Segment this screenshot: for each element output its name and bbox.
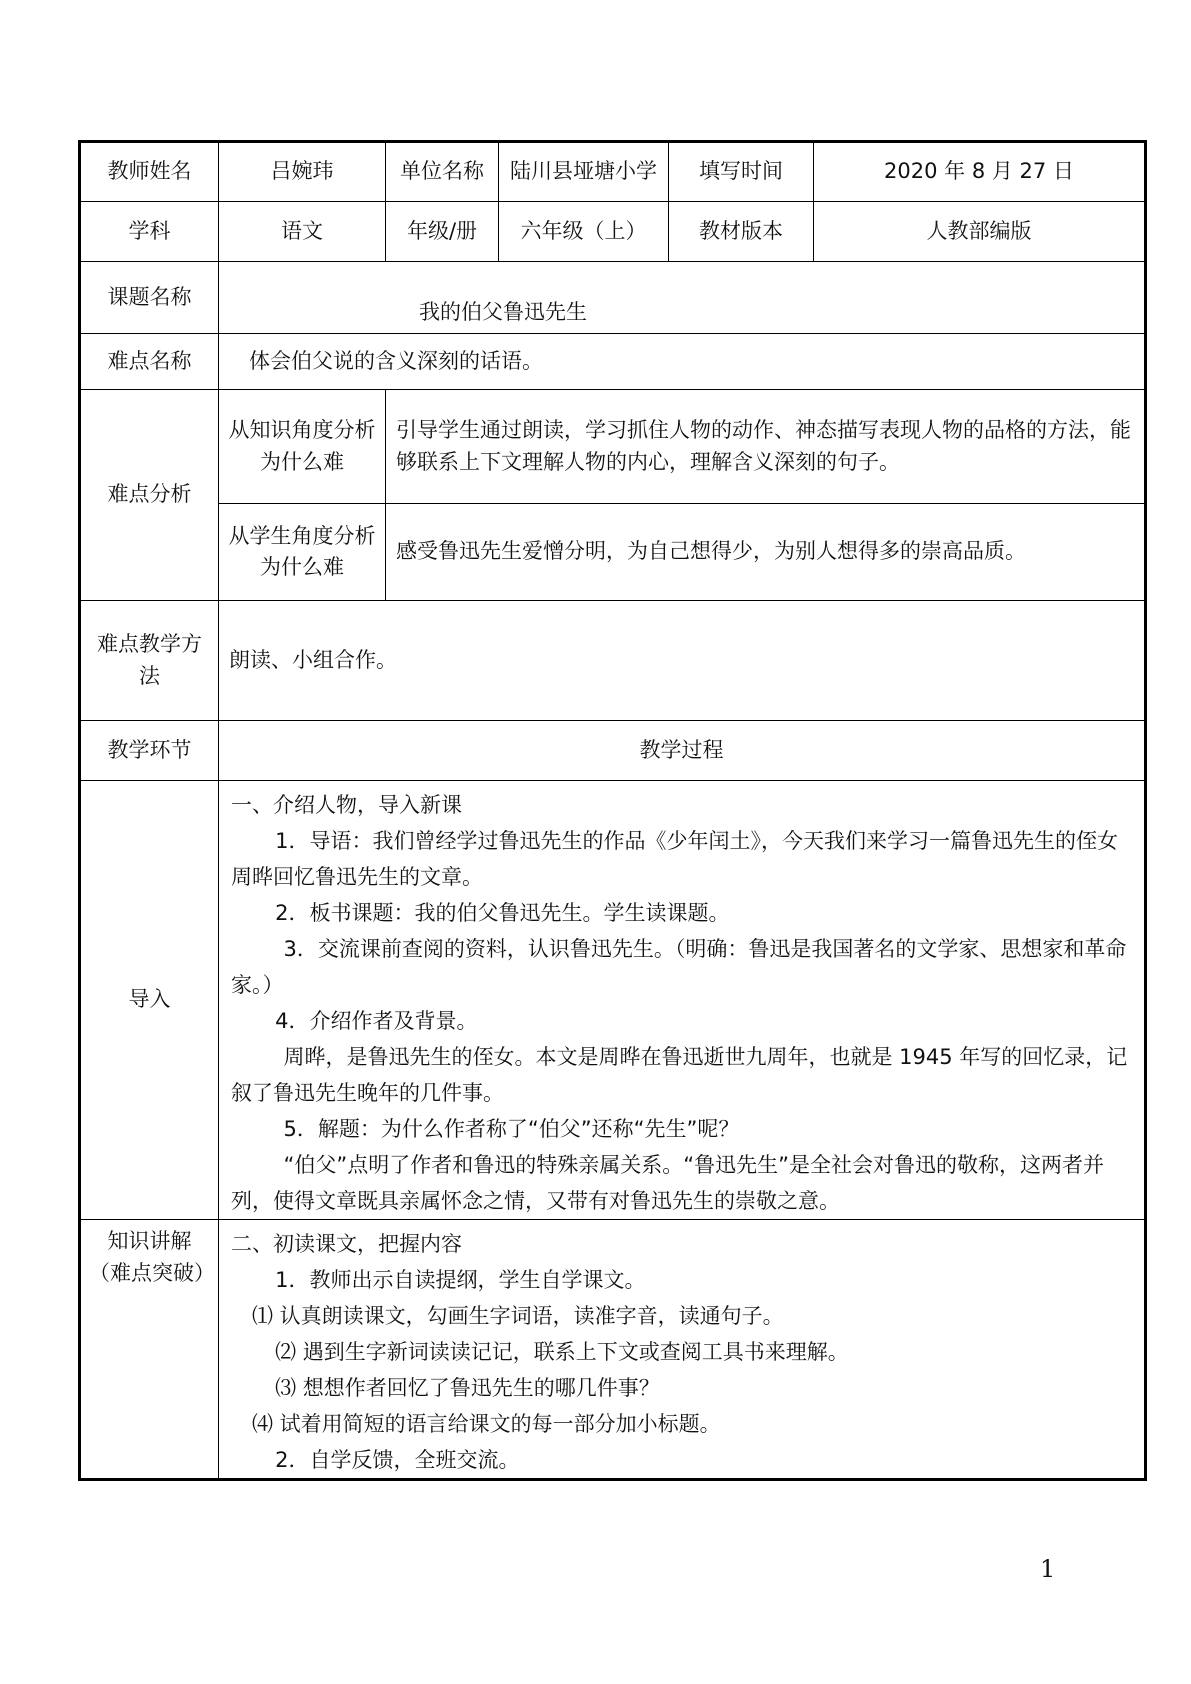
intro-line: 3．交流课前查阅的资料，认识鲁迅先生。（明确：鲁迅是我国著名的文学家、思想家和革命家。） bbox=[231, 937, 1127, 997]
intro-row bbox=[80, 781, 1146, 1220]
grade-label: 年级/册 bbox=[386, 202, 499, 262]
knowledge-line: 2．自学反馈，全班交流。 bbox=[275, 1448, 520, 1472]
intro-label: 导入 bbox=[80, 781, 219, 1220]
student-angle-label: 从学生角度分析为什么难 bbox=[219, 504, 386, 601]
teacher-value: 吕婉玮 bbox=[219, 142, 386, 202]
knowledge-label: 知识讲解（难点突破） bbox=[80, 1220, 219, 1480]
edition-label: 教材版本 bbox=[669, 202, 814, 262]
intro-line: 一、介绍人物，导入新课 bbox=[231, 793, 462, 817]
teacher-label: 教师姓名 bbox=[80, 142, 219, 202]
knowledge-angle-label: 从知识角度分析为什么难 bbox=[219, 390, 386, 504]
topic-row bbox=[80, 262, 1146, 334]
knowledge-angle-value: 引导学生通过朗读，学习抓住人物的动作、神态描写表现人物的品格的方法，能够联系上下文理解人物的内心，理解含义深刻的句子。 bbox=[386, 390, 1146, 504]
intro-content bbox=[219, 781, 1146, 1220]
unit-value: 陆川县垭塘小学 bbox=[499, 142, 669, 202]
edition-value: 人教部编版 bbox=[814, 202, 1146, 262]
subject-value: 语文 bbox=[219, 202, 386, 262]
stage-header: 教学环节 bbox=[80, 721, 219, 781]
difficulty-label: 难点名称 bbox=[80, 334, 219, 390]
header-row-2 bbox=[80, 202, 1146, 262]
intro-line: 周晔，是鲁迅先生的侄女。本文是周晔在鲁迅逝世九周年，也就是 1945 年写的回忆录，记叙了鲁迅先生晚年的几件事。 bbox=[231, 1045, 1128, 1105]
date-label: 填写时间 bbox=[669, 142, 814, 202]
method-value: 朗读、小组合作。 bbox=[219, 601, 1146, 721]
intro-line: 2．板书课题：我的伯父鲁迅先生。学生读课题。 bbox=[275, 901, 730, 925]
process-header: 教学过程 bbox=[219, 721, 1146, 781]
intro-line: “伯父”点明了作者和鲁迅的特殊亲属关系。“鲁迅先生”是全社会对鲁迅的敬称，这两者并列，使得文章既具亲属怀念之情，又带有对鲁迅先生的崇敬之意。 bbox=[231, 1153, 1105, 1213]
intro-line: 4．介绍作者及背景。 bbox=[275, 1009, 478, 1033]
topic-label: 课题名称 bbox=[80, 262, 219, 334]
analysis-row-knowledge bbox=[80, 390, 1146, 504]
lesson-plan-table bbox=[78, 140, 1147, 1481]
topic-value: 我的伯父鲁迅先生 bbox=[219, 262, 1146, 334]
knowledge-line: ⑶ 想想作者回忆了鲁迅先生的哪几件事？ bbox=[275, 1376, 660, 1400]
header-row-1 bbox=[80, 142, 1146, 202]
process-header-row bbox=[80, 721, 1146, 781]
method-label: 难点教学方法 bbox=[80, 601, 219, 721]
intro-line: 5．解题：为什么作者称了“伯父”还称“先生”呢？ bbox=[283, 1117, 740, 1141]
analysis-row-student bbox=[80, 504, 1146, 601]
method-row bbox=[80, 601, 1146, 721]
knowledge-line: ⑵ 遇到生字新词读读记记，联系上下文或查阅工具书来理解。 bbox=[275, 1340, 849, 1364]
student-angle-value: 感受鲁迅先生爱憎分明，为自己想得少，为别人想得多的崇高品质。 bbox=[386, 504, 1146, 601]
analysis-label: 难点分析 bbox=[80, 390, 219, 601]
unit-label: 单位名称 bbox=[386, 142, 499, 202]
knowledge-row bbox=[80, 1220, 1146, 1480]
subject-label: 学科 bbox=[80, 202, 219, 262]
knowledge-content bbox=[219, 1220, 1146, 1480]
page-number: 1 bbox=[1040, 1555, 1056, 1583]
knowledge-line: 二、初读课文，把握内容 bbox=[231, 1232, 462, 1256]
knowledge-line: ⑴ 认真朗读课文，勾画生字词语，读准字音，读通句子。 bbox=[252, 1304, 784, 1328]
difficulty-row bbox=[80, 334, 1146, 390]
intro-line: 1．导语：我们曾经学过鲁迅先生的作品《少年闰土》，今天我们来学习一篇鲁迅先生的侄女周晔回忆鲁迅先生的文章。 bbox=[231, 829, 1118, 889]
grade-value: 六年级（上） bbox=[499, 202, 669, 262]
knowledge-line: ⑷ 试着用简短的语言给课文的每一部分加小标题。 bbox=[252, 1412, 721, 1436]
knowledge-line: 1．教师出示自读提纲，学生自学课文。 bbox=[275, 1268, 646, 1292]
date-value: 2020 年 8 月 27 日 bbox=[814, 142, 1146, 202]
difficulty-value: 体会伯父说的含义深刻的话语。 bbox=[219, 334, 1146, 390]
